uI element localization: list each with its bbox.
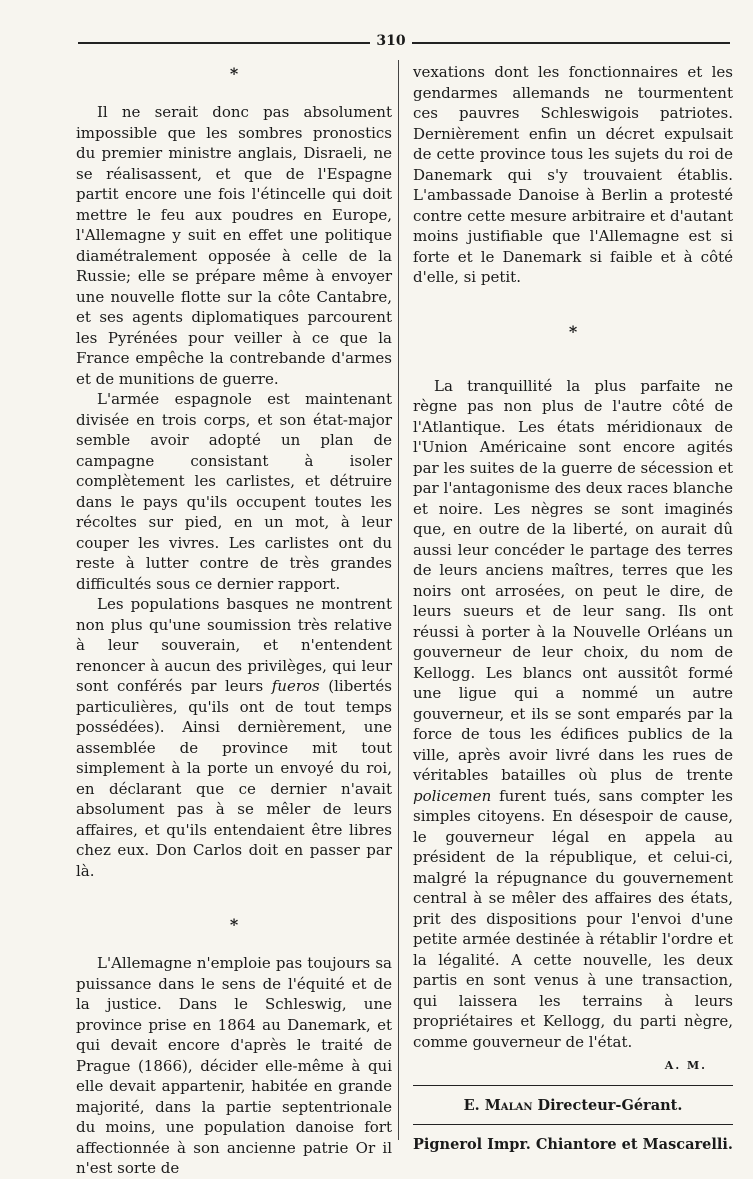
- paragraph-basque-populations: [76, 594, 392, 881]
- header-rule-right: [412, 42, 730, 44]
- italic-term: policemen: [413, 786, 492, 805]
- column-divider: [398, 60, 399, 1140]
- text-segment: (libertés particulières, qu'ils ont de tout temps possédées). Ainsi dernièrement, une assemblée de province mit tout simplement à la porte un envoyé du roi, en déclarant que ce dernier n'avait absolument pas à se mêler de leurs affaires, et qu'ils entendaient être libres chez eux. Don Carlos doit en passer par là.: [76, 677, 392, 880]
- text-segment: furent tués, sans compter les simples citoyens. En désespoir de cause, le gouverneur légal en appela au président de la république, et celui-ci, malgré la répugnance du gouvernement central à se mêler des affaires des états, prit des dispositions pour l'envoi d'une petite armée destinée à rétablir l'ordre et la légalité. A cette nouvelle, les deux partis en sont venus à une transaction, qui laissera les terrains à leurs propriétaires et Kellogg, du parti nègre, comme gouverneur de l'état.: [413, 786, 733, 1051]
- director-title: Directeur-Gérant.: [532, 1096, 683, 1114]
- left-column: [76, 62, 392, 1179]
- paragraph-schleswig: L'Allemagne n'emploie pas toujours sa puissance dans le sens de l'équité et de la justice. Dans le Schleswig, une province prise en 1864 au Danemark, et qui devait encore d'après le traité de Prague (1866), décider elle-même à qui elle devait appartenir, habitée en grande majorité, dans la partie septentrionale du moins, une population danoise fort affectionnée à son ancienne patrie Or il n'est sorte de: [76, 954, 392, 1177]
- text-segment: Les populations basques ne montrent non plus qu'une soumission très relative à leur souverain, et n'entendent renoncer à aucun des privilèges, qui leur sont conférés par leurs: [76, 595, 392, 695]
- paragraph-spanish-army: L'armée espagnole est maintenant divisée en trois corps, et son état-major semble avoir adopté un plan de campagne consistant à isoler complètement les carlistes, et détruire dans le pays qu'ils occupent toutes les récoltes sur pied, en un mot, à leur couper les vivres. Les carlistes ont du reste à lutter contre de très grandes difficultés sous ce dernier rapport.: [76, 390, 392, 593]
- section-asterism: *: [568, 321, 578, 341]
- paragraph-vexations: vexations dont les fonctionnaires et les gendarmes allemands ne tourmentent ces pauvres Schleswigois patriotes. Dernièrement enfin un décret expulsait de cette province tous les sujets du roi de Danemark qui s'y trouvaient établis. L'ambassade Danoise à Berlin a protesté contre cette mesure arbitraire et d'autant moins justifiable que l'Allemagne est si forte et le Danemark si faible et à côté d'elle, si petit.: [413, 63, 733, 286]
- author-initials: A. M.: [664, 1059, 707, 1072]
- paragraph-america: [413, 376, 733, 1053]
- director-line: [413, 1096, 733, 1117]
- paragraph-disraeli: Il ne serait donc pas absolument impossible que les sombres pronostics du premier ministre anglais, Disraeli, ne se réalisassent, et que de l'Espagne partit encore une fois l'étincelle qui doit mettre le feu aux poudres en Europe, l'Allemagne y suit en effet une politique diamétralement opposée à celle de la Russie; elle se prépare même à envoyer une nouvelle flotte sur la côte Cantabre, et ses agents diplomatiques parcourent les Pyrénées pour veiller à ce que la France empêche la contrebande d'armes et de munitions de guerre.: [76, 103, 392, 388]
- section-asterism: *: [229, 915, 239, 934]
- director-name: E. Malan: [463, 1096, 533, 1114]
- page-header: [78, 31, 730, 51]
- text-segment: La tranquillité la plus parfaite ne règne pas non plus de l'autre côté de l'Atlantique. Les états méridionaux de l'Union Américaine sont encore agités par les suites de la guerre de sécession et par l'antagonisme des deux races blanche et noire. Les nègres se sont imaginés que, en outre de la liberté, on aurait dû aussi leur concéder le partage des terres de leurs anciens maîtres, terres que les noirs ont arrosées, on peut le dire, de leurs sueurs et de leur sang. Ils ont réussi à porter à la Nouvelle Orléans un gouverneur de leur choix, du nom de Kellogg. Les blancs ont aussitôt formé une ligue qui a nommé un autre gouverneur, et ils se sont emparés par la force de tous les édifices publics de la ville, après avoir livré dans les rues de véritables batailles où plus de trente: [413, 376, 733, 784]
- printer-imprint: Pignerol Impr. Chiantore et Mascarelli.: [413, 1136, 733, 1153]
- header-rule-left: [78, 42, 370, 44]
- page-number: 310: [376, 33, 406, 49]
- italic-term: fueros: [271, 677, 320, 695]
- right-column: [413, 62, 733, 1156]
- section-asterism: *: [229, 64, 239, 83]
